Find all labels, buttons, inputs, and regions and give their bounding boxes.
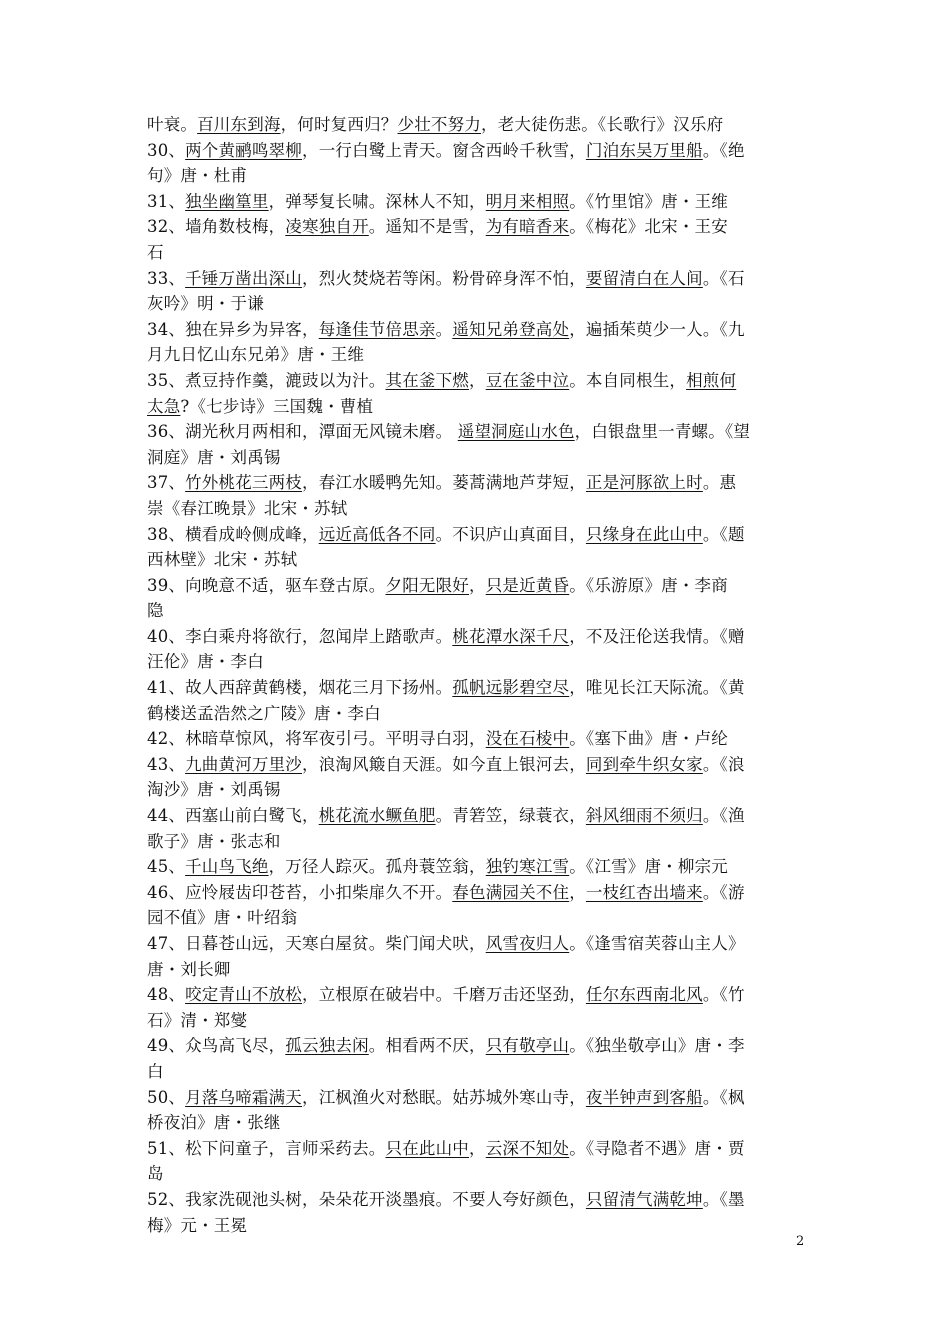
text-segment: 。《寻隐者不遇》唐・贾 <box>569 1138 745 1158</box>
underlined-verse: 没在石棱中 <box>485 729 570 749</box>
text-line <box>147 1033 817 1059</box>
text-segment: 44、西塞山前白鹭飞， <box>147 806 319 826</box>
text-segment: 。《竹里馆》唐・王维 <box>569 191 728 211</box>
text-line <box>147 394 817 420</box>
underlined-verse: 千山鸟飞绝 <box>185 857 269 877</box>
text-line <box>147 1136 817 1162</box>
text-segment: 32、墙角数枝梅， <box>147 217 286 237</box>
underlined-verse: 门泊东吴万里船 <box>585 140 703 160</box>
text-line <box>147 1085 817 1111</box>
text-line <box>147 266 817 292</box>
text-segment: 39、向晚意不适，驱车登古原。 <box>147 575 386 595</box>
text-line <box>147 957 817 983</box>
text-segment: ，春江水暖鸭先知。蒌蒿满地芦芽短， <box>302 473 586 493</box>
text-segment: 。《渔 <box>702 806 745 826</box>
text-line <box>147 470 817 496</box>
text-line <box>147 675 817 701</box>
text-segment: 37、 <box>147 473 186 493</box>
text-segment: ，一行白鹭上青天。窗含西岭千秋雪， <box>302 140 586 160</box>
text-segment: ，烈火焚烧若等闲。粉骨碎身浑不怕， <box>302 268 586 288</box>
text-line <box>147 1008 817 1034</box>
text-line <box>147 854 817 880</box>
text-segment: 。《枫 <box>702 1087 745 1107</box>
text-segment: 隐 <box>147 601 164 621</box>
text-segment: ，江枫渔火对愁眠。姑苏城外寒山寺， <box>302 1087 586 1107</box>
text-segment: 42、林暗草惊风，将军夜引弓。平明寻白羽， <box>147 729 486 749</box>
text-segment: ，不及汪伦送我情。《赠 <box>569 626 745 646</box>
text-segment: 梅》元・王冕 <box>147 1215 248 1235</box>
text-segment: 句》唐・杜甫 <box>147 166 248 186</box>
text-line <box>147 1187 817 1213</box>
text-line <box>147 573 817 599</box>
text-line <box>147 701 817 727</box>
text-line <box>147 752 817 778</box>
underlined-verse: 两个黄鹂鸣翠柳 <box>185 140 303 160</box>
underlined-verse: 同到牵牛织女家 <box>585 754 703 774</box>
text-segment: 。青箬笠，绿蓑衣， <box>435 806 586 826</box>
text-line <box>147 1161 817 1187</box>
text-segment: 歌子》唐・张志和 <box>147 831 281 851</box>
text-segment: 。遥知不是雪， <box>368 217 486 237</box>
text-line <box>147 649 817 675</box>
underlined-verse: 少壮不努力 <box>397 115 482 134</box>
text-segment: 。《浪 <box>702 754 745 774</box>
text-line <box>147 342 817 368</box>
underlined-verse: 桃花潭水深千尺 <box>452 626 570 646</box>
text-line <box>147 496 817 522</box>
text-segment: 35、煮豆持作羹，漉豉以为汁。 <box>147 370 386 390</box>
text-line <box>147 214 817 240</box>
text-line <box>147 1213 817 1239</box>
underlined-verse: 咬定青山不放松 <box>185 985 303 1005</box>
text-segment: 。《独坐敬亭山》唐・李 <box>569 1036 745 1056</box>
text-segment: 47、日暮苍山远，天寒白屋贫。柴门闻犬吠， <box>147 934 486 953</box>
text-segment: ，万径人踪灭。孤舟蓑笠翁， <box>268 857 486 877</box>
text-line <box>147 163 817 189</box>
underlined-verse: 凌寒独自开 <box>285 217 369 237</box>
text-segment: ，何时复西归？ <box>280 115 398 134</box>
underlined-verse: 明月来相照 <box>485 191 570 211</box>
text-segment: 49、众鸟高飞尽， <box>147 1036 286 1056</box>
underlined-verse: 百川东到海 <box>197 115 281 134</box>
text-line <box>147 1110 817 1136</box>
underlined-verse: 夜半钟声到客船 <box>585 1087 703 1107</box>
text-line <box>147 598 817 624</box>
text-line <box>147 547 817 573</box>
underlined-verse: 一枝红杏出墙来 <box>585 882 703 902</box>
text-line <box>147 777 817 803</box>
text-segment: 白 <box>147 1061 164 1081</box>
underlined-verse: 每逢佳节倍思亲 <box>318 319 436 339</box>
text-segment: ，白银盘里一青螺。《望 <box>574 422 751 442</box>
text-segment: 。《江雪》唐・柳宗元 <box>569 857 728 877</box>
text-segment: 唐・刘长卿 <box>147 959 231 979</box>
text-segment: ，浪淘风簸自天涯。如今直上银河去， <box>302 754 586 774</box>
text-line <box>147 880 817 906</box>
underlined-verse: 月落乌啼霜满天 <box>185 1087 303 1107</box>
text-segment: 41、故人西辞黄鹤楼，烟花三月下扬州。 <box>147 678 453 698</box>
text-segment: 园不值》唐・叶绍翁 <box>147 908 298 928</box>
underlined-verse: 只是近黄昏 <box>485 575 570 595</box>
underlined-verse: 九曲黄河万里沙 <box>185 754 303 774</box>
text-segment: ， <box>569 882 586 902</box>
text-segment: ， <box>469 1138 486 1158</box>
text-line <box>147 368 817 394</box>
underlined-verse: 豆在釜中泣 <box>485 370 570 390</box>
text-line <box>147 240 817 266</box>
underlined-verse: 遥知兄弟登高处 <box>452 319 570 339</box>
text-line <box>147 1059 817 1085</box>
text-segment: 。《塞下曲》唐・卢纶 <box>569 729 728 749</box>
text-segment: 43、 <box>147 754 186 774</box>
underlined-verse: 夕阳无限好 <box>385 575 469 595</box>
text-segment: 50、 <box>147 1087 186 1107</box>
underlined-verse: 相煎何 <box>686 370 737 390</box>
underlined-verse: 太急 <box>147 396 181 416</box>
text-segment: ?《七步诗》三国魏・曹植 <box>180 396 374 416</box>
underlined-verse: 斜风细雨不须归 <box>585 806 703 826</box>
text-segment: 。《题 <box>702 524 745 544</box>
text-line <box>147 189 817 215</box>
text-segment: 31、 <box>147 191 186 211</box>
text-segment: 。不识庐山真面目， <box>435 524 586 544</box>
text-segment: 。《乐游原》唐・李商 <box>569 575 728 595</box>
text-line <box>147 726 817 752</box>
text-segment: 38、横看成岭侧成峰， <box>147 524 319 544</box>
text-segment: 。《梅花》北宋・王安 <box>569 217 728 237</box>
underlined-verse: 春色满园关不住 <box>452 882 570 902</box>
text-segment: 灰吟》明・于谦 <box>147 294 264 314</box>
text-line <box>147 317 817 343</box>
document-body <box>147 112 817 1238</box>
text-segment: 30、 <box>147 140 186 160</box>
text-segment: 月九日忆山东兄弟》唐・王维 <box>147 345 365 365</box>
text-line <box>147 522 817 548</box>
text-line <box>147 905 817 931</box>
text-segment: 46、应怜屐齿印苍苔，小扣柴扉久不开。 <box>147 882 453 902</box>
text-segment: 51、松下问童子，言师采药去。 <box>147 1138 386 1158</box>
underlined-verse: 为有暗香来 <box>485 217 570 237</box>
text-segment: ， <box>469 575 486 595</box>
text-segment: 。《游 <box>702 882 745 902</box>
text-segment: 52、我家洗砚池头树，朵朵花开淡墨痕。不要人夸好颜色， <box>147 1189 586 1209</box>
underlined-verse: 千锤万凿出深山 <box>185 268 303 288</box>
underlined-verse: 远近高低各不同 <box>318 524 436 544</box>
underlined-verse: 要留清白在人间 <box>585 268 703 288</box>
underlined-verse: 只缘身在此山中 <box>585 524 703 544</box>
text-line <box>147 291 817 317</box>
text-segment: 。《石 <box>702 268 745 288</box>
text-segment: 34、独在异乡为异客， <box>147 319 319 339</box>
text-segment: 洞庭》唐・刘禹锡 <box>147 447 281 467</box>
text-segment: 33、 <box>147 268 186 288</box>
underlined-verse: 独坐幽篁里 <box>185 191 269 211</box>
text-line <box>147 931 817 957</box>
text-segment: 40、李白乘舟将欲行，忽闻岸上踏歌声。 <box>147 626 453 646</box>
text-segment: ，唯见长江天际流。《黄 <box>569 678 745 698</box>
page-number: 2 <box>796 1234 805 1249</box>
underlined-verse: 云深不知处 <box>485 1138 570 1158</box>
text-line <box>147 803 817 829</box>
underlined-verse: 只有敬亭山 <box>485 1036 570 1056</box>
text-segment: 。《绝 <box>702 140 745 160</box>
underlined-verse: 只在此山中 <box>385 1138 469 1158</box>
text-line <box>147 624 817 650</box>
text-segment: 36、湖光秋月两相和，潭面无风镜未磨。 <box>147 422 458 442</box>
underlined-verse: 只留清气满乾坤 <box>585 1189 703 1209</box>
underlined-verse: 遥望洞庭山水色 <box>457 422 575 442</box>
text-line <box>147 445 817 471</box>
text-segment: 。《逢雪宿芙蓉山主人》 <box>569 934 745 953</box>
text-segment: 45、 <box>147 857 186 877</box>
text-segment: ， <box>469 370 486 390</box>
text-segment: 叶衰。 <box>147 115 198 134</box>
text-line <box>147 138 817 164</box>
text-segment: 鹤楼送孟浩然之广陵》唐・李白 <box>147 703 381 723</box>
text-segment: 汪伦》唐・李白 <box>147 652 264 672</box>
text-segment: 。《竹 <box>702 985 745 1005</box>
text-line <box>147 982 817 1008</box>
text-segment: 48、 <box>147 985 186 1005</box>
text-line <box>147 419 817 445</box>
text-segment: ，老大徒伤悲。《长歌行》汉乐府 <box>481 115 724 134</box>
text-segment: ，立根原在破岩中。千磨万击还坚劲， <box>302 985 586 1005</box>
underlined-verse: 正是河豚欲上时 <box>585 473 703 493</box>
text-segment: 桥夜泊》唐・张继 <box>147 1113 281 1133</box>
underlined-verse: 竹外桃花三两枝 <box>185 473 303 493</box>
text-segment: 。惠 <box>702 473 737 493</box>
underlined-verse: 其在釜下燃 <box>385 370 469 390</box>
text-segment: 淘沙》唐・刘禹锡 <box>147 780 281 800</box>
text-segment: 西林壁》北宋・苏轼 <box>147 550 298 570</box>
text-segment: 石》清・郑燮 <box>147 1010 248 1030</box>
text-line <box>147 829 817 855</box>
text-line <box>147 112 817 138</box>
text-segment: 石 <box>147 242 164 262</box>
underlined-verse: 任尔东西南北风 <box>585 985 703 1005</box>
text-segment: 。相看两不厌， <box>368 1036 486 1056</box>
underlined-verse: 孤帆远影碧空尽 <box>452 678 570 698</box>
text-segment: 。 <box>435 319 453 339</box>
text-segment: 。本自同根生， <box>569 370 687 390</box>
underlined-verse: 桃花流水鳜鱼肥 <box>318 806 436 826</box>
underlined-verse: 风雪夜归人 <box>485 934 570 953</box>
text-segment: 岛 <box>147 1164 164 1184</box>
underlined-verse: 孤云独去闲 <box>285 1036 369 1056</box>
underlined-verse: 独钓寒江雪 <box>485 857 570 877</box>
text-segment: ，弹琴复长啸。深林人不知， <box>268 191 486 211</box>
text-segment: ，遍插茱萸少一人。《九 <box>569 319 745 339</box>
text-segment: 。《墨 <box>702 1189 745 1209</box>
text-segment: 崇《春江晚景》北宋・苏轼 <box>147 498 348 518</box>
